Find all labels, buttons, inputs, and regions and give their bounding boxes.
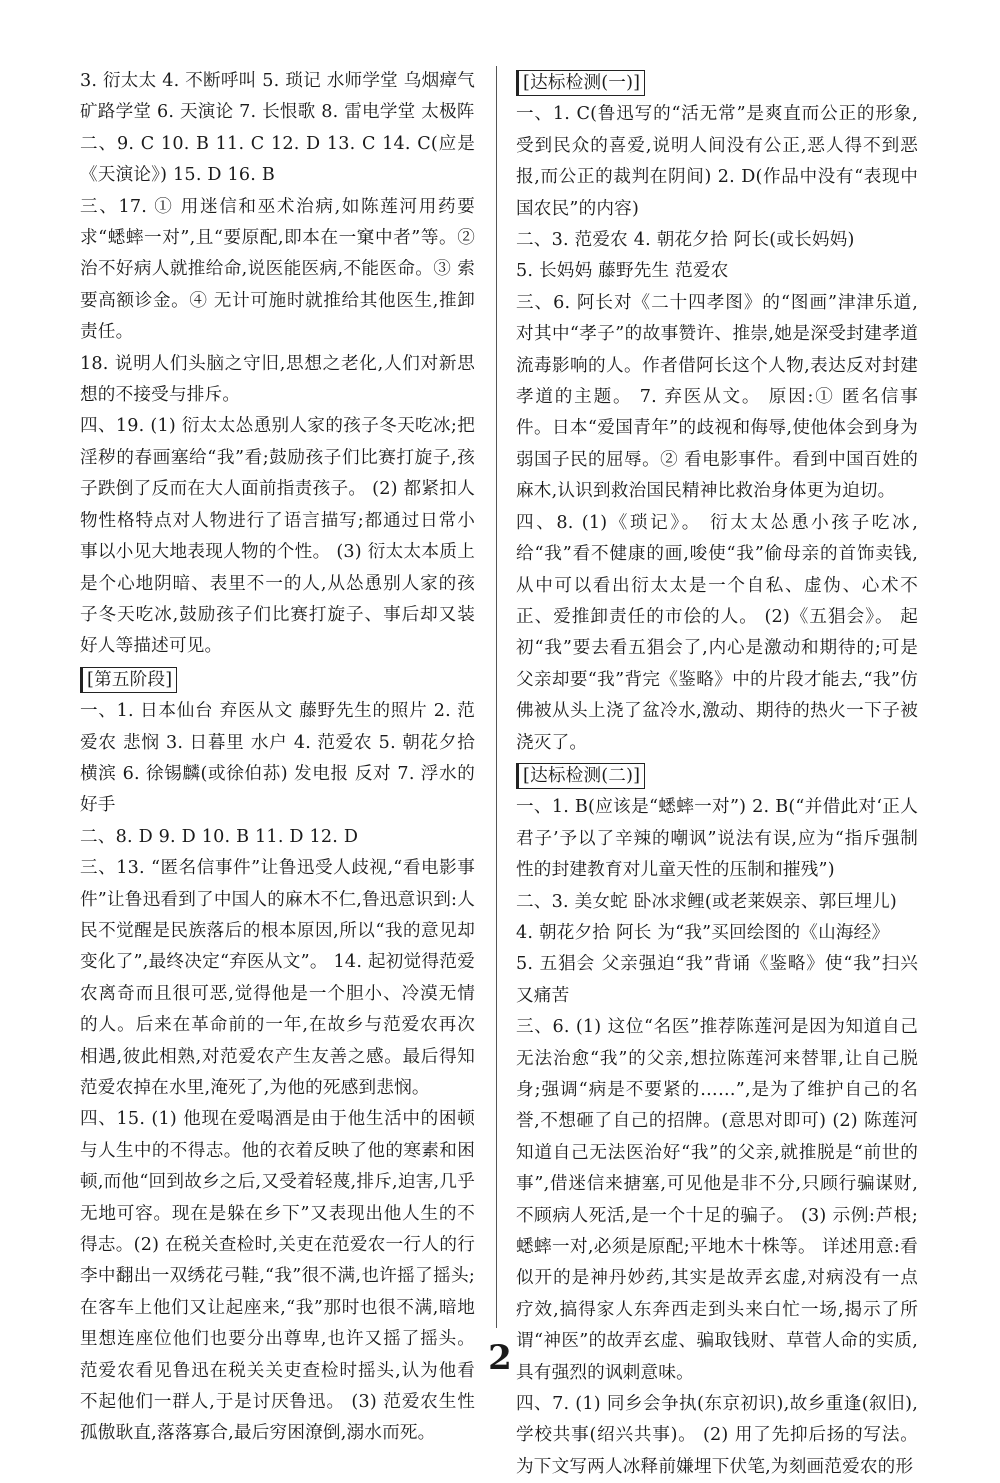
right-paragraph-2: 一、1. C(鲁迅写的“活无常”是爽直而公正的形象,受到民众的喜爱,说明人间没有公正,恶人得不到恶报,而公正的裁判在阴间) 2. D(作品中没有“表现中国农民”的内容) <box>516 104 918 219</box>
left-paragraph-3: 三、17. ① 用迷信和巫术治病,如陈莲河用药要求“蟋蟀一对”,且“要原配,即本在一窠中者”等。② 治不好病人就推给命,说医能医病,不能医命。③ 索要高额诊金。④ 无计可施时就推给其他医生,推卸责任。 <box>80 196 475 343</box>
left-paragraph-8: 二、8. D 9. D 10. B 11. D 12. D <box>80 826 359 847</box>
right-paragraph-3: 二、3. 范爱农 4. 朝花夕拾 阿长(或长妈妈) <box>516 230 855 251</box>
left-paragraph-4: 18. 说明人们头脑之守旧,思想之老化,人们对新思想的不接受与排斥。 <box>80 353 475 406</box>
left-paragraph-10: 四、15. (1) 他现在爱喝酒是由于他生活中的困顿与人生中的不得志。他的衣着反映了他的寒素和困顿,而他“回到故乡之后,又受着轻蔑,排斥,迫害,几乎无地可容。现在是躲在乡下”又表现出他人生的不得志。(2) 在税关查检时,关吏在范爱农一行人的行李中翻出一双绣花弓鞋,“我”很不满,也许摇了摇头;在客车上他们又让起座来,“我”那时也很不满,暗地里想连座位他们也要分出尊卑,也许又摇了摇头。范爱农看见鲁迅在税关关吏查检时摇头,认为他看不起他们一群人,于是讨厌鲁迅。 (3) 范爱农生性孤傲耿直,落落寡合,最后穷困潦倒,溺水而死。 <box>80 1109 475 1444</box>
section-header-stage-5: [第五阶段] <box>80 667 177 693</box>
section-header-test-2: [达标检测(二)] <box>516 763 645 789</box>
right-paragraph-13: 四、7. (1) 同乡会争执(东京初识),故乡重逢(叙旧),学校共事(绍兴共事)。 (2) 用了先抑后扬的写法。为下文写两人冰释前嫌埋下伏笔,为刻画范爱农的形 <box>516 1394 918 1477</box>
left-paragraph-9: 三、13. “匿名信事件”让鲁迅受人歧视,“看电影事件”让鲁迅看到了中国人的麻木不仁,鲁迅意识到:人民不觉醒是民族落后的根本原因,所以“我的意见却变化了”,最终决定“弃医从文”。 14. 起初觉得范爱农离奇而且很可恶,觉得他是一个胆小、冷漠无情的人。后来在革命前的一年,在故乡与范爱农再次相遇,彼此相熟,对范爱农产生友善之感。最后得知范爱农掉在水里,淹死了,为他的死感到悲悯。 <box>80 858 475 1098</box>
section-header-test-1: [达标检测(一)] <box>516 70 645 96</box>
right-paragraph-11: 5. 五猖会 父亲强迫“我”背诵《鉴略》使“我”扫兴又痛苦 <box>516 954 918 1006</box>
right-column <box>516 66 918 1483</box>
right-paragraph-6: 四、8. (1)《琐记》。 衍太太怂恿小孩子吃冰,给“我”看不健康的画,唆使“我”偷母亲的首饰卖钱,从中可以看出衍太太是一个自私、虚伪、心术不正、爱推卸责任的市侩的人。 (2)《五猖会》。 起初“我”要去看五猖会了,内心是激动和期待的;可是父亲却要“我”背完《鉴略》中的片段才能去,“我”仿佛被从头上浇了盆冷水,激动、期待的热火一下子被浇灭了。 <box>516 512 918 753</box>
right-paragraph-4: 5. 长妈妈 藤野先生 范爱农 <box>516 261 729 282</box>
right-paragraph-9: 二、3. 美女蛇 卧冰求鲤(或老莱娱亲、郭巨埋儿) <box>516 891 897 912</box>
left-column <box>80 66 475 1450</box>
left-paragraph-5: 四、19. (1) 衍太太怂恿别人家的孩子冬天吃冰;把淫秽的春画塞给“我”看;鼓励孩子们比赛打旋子,孩子跌倒了反而在大人面前指责孩子。 (2) 都紧扣人物性格特点对人物进行了语言描写;都通过日常小事以小见大地表现人物的个性。 (3) 衍太太本质上是个心地阴暗、表里不一的人,从怂恿别人家的孩子冬天吃冰,鼓励孩子们比赛打旋子、事后却又装好人等描述可见。 <box>80 416 475 657</box>
right-paragraph-10: 4. 朝花夕拾 阿长 为“我”买回绘图的《山海经》 <box>516 922 890 943</box>
right-paragraph-8: 一、1. B(应该是“蟋蟀一对”) 2. B(“并借此对‘正人君子’予以了辛辣的嘲讽”说法有误,应为“指斥强制性的封建教育对儿童天性的压制和摧残”) <box>516 797 918 881</box>
left-paragraph-1: 3. 衍太太 4. 不断呼叫 5. 琐记 水师学堂 乌烟瘴气 矿路学堂 6. 天演论 7. 长恨歌 8. 雷电学堂 太极阵 <box>80 71 475 123</box>
column-divider <box>496 66 497 1328</box>
left-paragraph-7: 一、1. 日本仙台 弃医从文 藤野先生的照片 2. 范爱农 悲悯 3. 日暮里 水户 4. 范爱农 5. 朝花夕拾 横滨 6. 徐锡麟(或徐伯荪) 发电报 反对 7. 浮水的好手 <box>80 701 475 816</box>
right-paragraph-12: 三、6. (1) 这位“名医”推荐陈莲河是因为知道自己无法治愈“我”的父亲,想拉陈莲河来替罪,让自己脱身;强调“病是不要紧的……”,是为了维护自己的名誉,不想砸了自己的招牌。(意思对即可) (2) 陈莲河知道自己无法医治好“我”的父亲,就推脱是“前世的事”,借迷信来搪塞,可见他是非不分,只顾行骗谋财,不顾病人死活,是一个十足的骗子。 (3) 示例:芦根;蟋蟀一对,必须是原配;平地木十株等。 详述用意:看似开的是神丹妙药,其实是故弄玄虚,对病没有一点疗效,搞得家人东奔西走到头来白忙一场,揭示了所谓“神医”的故弄玄虚、骗取钱财、草菅人命的实质,具有强烈的讽刺意味。 <box>516 1017 918 1383</box>
left-paragraph-2: 二、9. C 10. B 11. C 12. D 13. C 14. C(应是《天演论》) 15. D 16. B <box>80 133 475 186</box>
page-number: 2 <box>488 1338 512 1378</box>
right-paragraph-5: 三、6. 阿长对《二十四孝图》的“图画”津津乐道,对其中“孝子”的故事赞许、推崇,她是深受封建孝道流毒影响的人。作者借阿长这个人物,表达反对封建孝道的主题。 7. 弃医从文。 原因:① 匿名信事件。日本“爱国青年”的歧视和侮辱,使他体会到身为弱国子民的屈辱。② 看电影事件。看到中国百姓的麻木,认识到救治国民精神比救治身体更为迫切。 <box>516 292 918 502</box>
